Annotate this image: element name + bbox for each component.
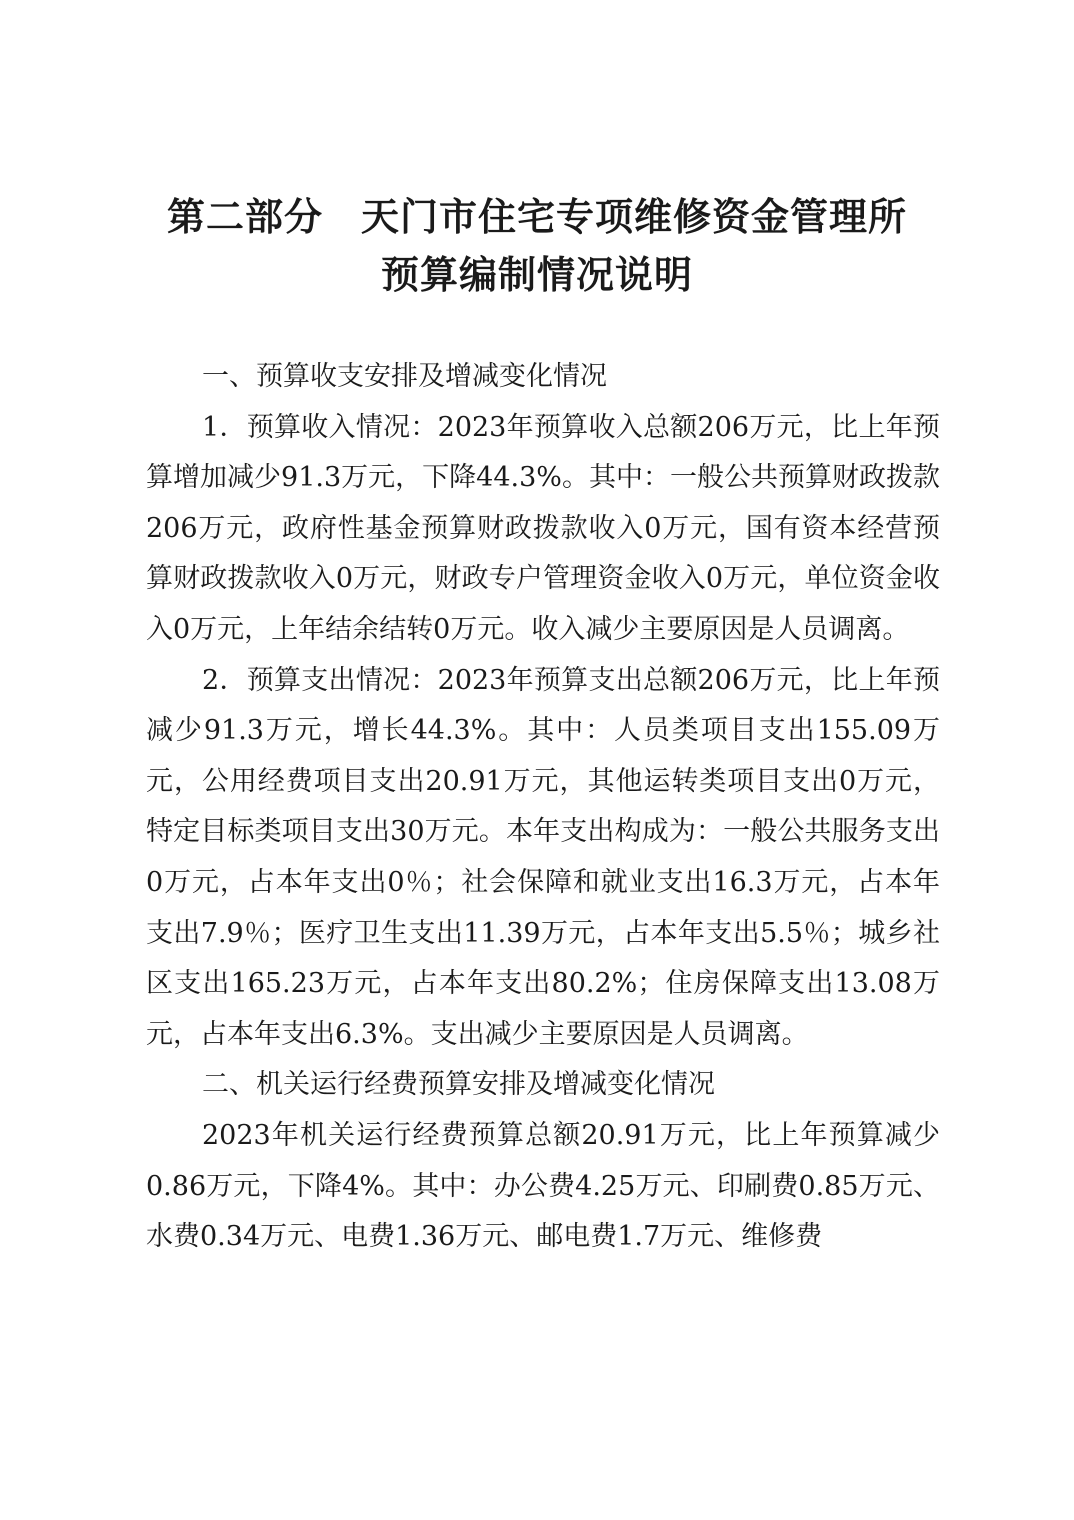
- document-body: [146, 352, 940, 1263]
- document-title: [0, 188, 1074, 304]
- title-line-1: [0, 188, 1074, 246]
- paragraph-expenditure: 2．预算支出情况：2023年预算支出总额206万元，比上年预减少91.3万元，增长44.3%。其中：人员类项目支出155.09万元，公用经费项目支出20.91万元，其他运转类项目支出0万元，特定目标类项目支出30万元。本年支出构成为：一般公共服务支出0万元，占本年支出0％；社会保障和就业支出16.3万元，占本年支出7.9％；医疗卫生支出11.39万元，占本年支出5.5％；城乡社区支出165.23万元，占本年支出80.2%；住房保障支出13.08万元，占本年支出6.3%。支出减少主要原因是人员调离。: [146, 664, 940, 1050]
- title-line-2: 预算编制情况说明: [380, 252, 693, 297]
- title-organization: 天门市住宅专项维修资金管理所: [361, 194, 908, 239]
- paragraph-operating-costs: 2023年机关运行经费预算总额20.91万元，比上年预算减少0.86万元，下降4%。其中：办公费4.25万元、印刷费0.85万元、水费0.34万元、电费1.36万元、邮电费1.7万元、维修费: [146, 1119, 940, 1253]
- section-heading-1: 一、预算收支安排及增减变化情况: [202, 361, 607, 392]
- paragraph-income: 1．预算收入情况：2023年预算收入总额206万元，比上年预算增加减少91.3万元，下降44.3%。其中：一般公共预算财政拨款206万元，政府性基金预算财政拨款收入0万元，国有资本经营预算财政拨款收入0万元，财政专户管理资金收入0万元，单位资金收入0万元，上年结余结转0万元。收入减少主要原因是人员调离。: [146, 411, 940, 645]
- title-part-label: 第二部分: [166, 194, 323, 239]
- section-heading-2: 二、机关运行经费预算安排及增减变化情况: [202, 1069, 715, 1101]
